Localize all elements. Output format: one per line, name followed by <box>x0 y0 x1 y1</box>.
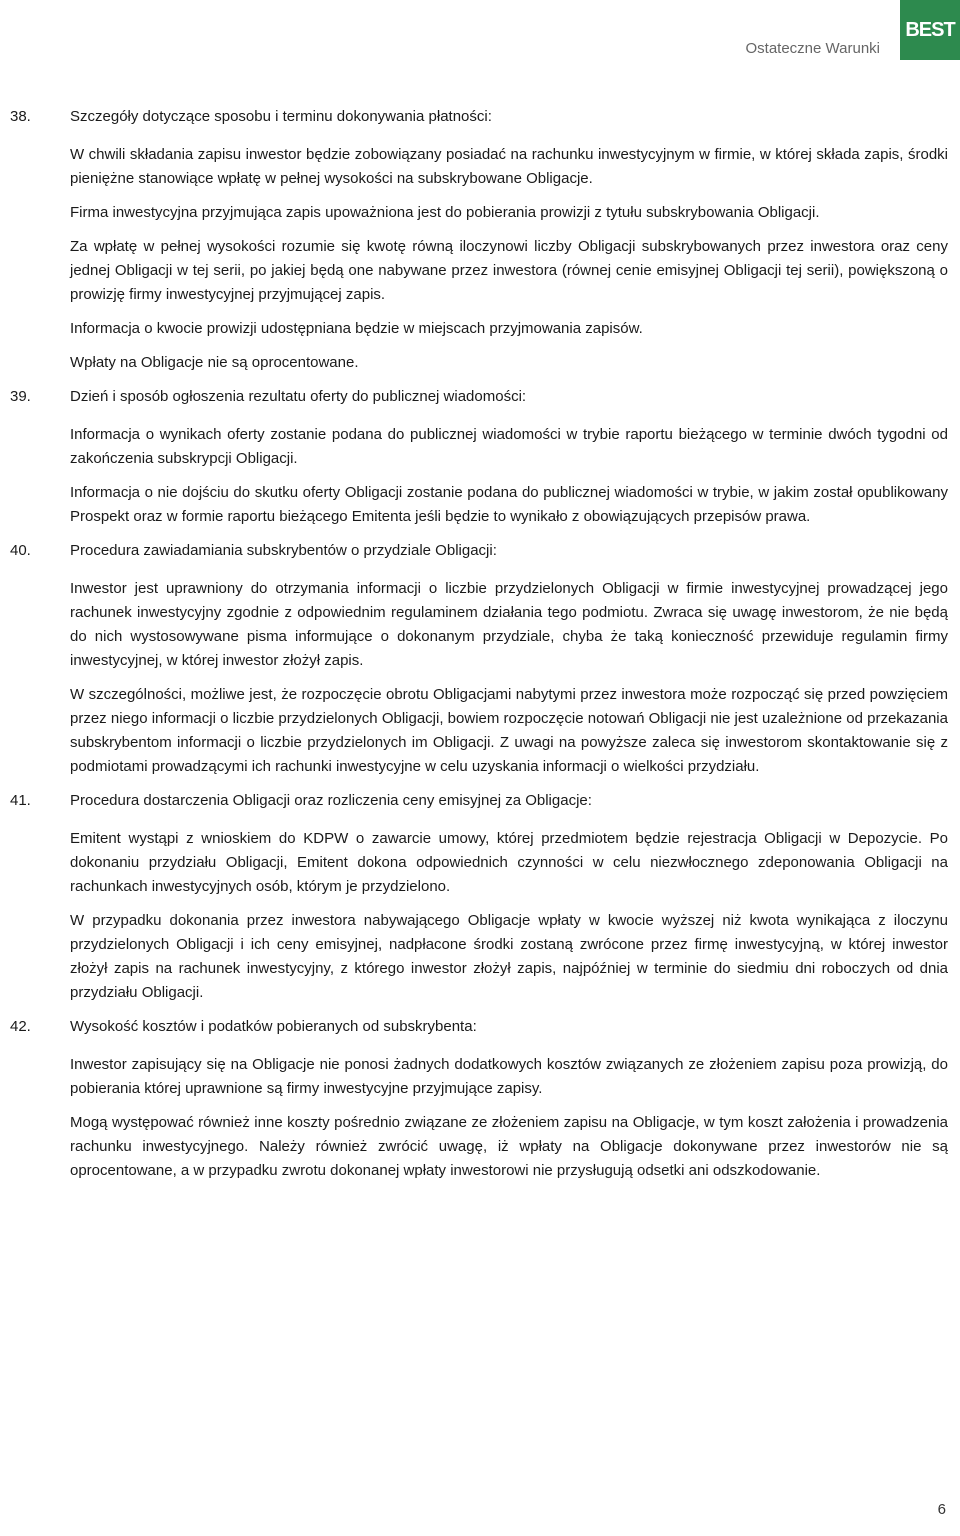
document-header-title: Ostateczne Warunki <box>745 40 880 57</box>
best-logo: BEST <box>900 0 960 60</box>
section-40 <box>10 539 948 779</box>
paragraph: Mogą występować również inne koszty pośrednio związane ze złożeniem zapisu na Obligacje, w tym koszt założenia i prowadzenia rachunku inwestycyjnego. Należy również zwrócić uwagę, iż wpłaty na Obligacje dokonywane przez inwestorów nie są oprocentowane, a w przypadku zwrotu dokonanej wpłaty inwestorowi nie przysługują odsetki ani odszkodowanie. <box>70 1114 948 1179</box>
section-41 <box>10 789 948 1005</box>
paragraph: Informacja o nie dojściu do skutku oferty Obligacji zostanie podana do publicznej wiadomości w trybie, w jakim został opublikowany Prospekt oraz w formie raportu bieżącego Emitenta jeśli będzie to wynikało z obowiązujących przepisów prawa. <box>70 484 948 525</box>
section-42 <box>10 1015 948 1183</box>
page-number: 6 <box>937 1501 946 1518</box>
section-title: Szczegóły dotyczące sposobu i terminu dokonywania płatności: <box>70 108 492 125</box>
section-title: Procedura zawiadamiania subskrybentów o przydziale Obligacji: <box>70 542 497 559</box>
paragraph: Informacja o kwocie prowizji udostępniana będzie w miejscach przyjmowania zapisów. <box>70 320 643 337</box>
section-title: Wysokość kosztów i podatków pobieranych od subskrybenta: <box>70 1018 477 1035</box>
paragraph: Za wpłatę w pełnej wysokości rozumie się kwotę równą iloczynowi liczby Obligacji subskrybowanych przez inwestora oraz ceny jednej Obligacji w tej serii, po jakiej będą one nabywane przez inwestora (równej cenie emisyjnej Obligacji tej serii), powiększoną o prowizję firmy inwestycyjnej przyjmującej zapis. <box>70 238 948 303</box>
paragraph: W szczególności, możliwe jest, że rozpoczęcie obrotu Obligacjami nabytymi przez inwestora może rozpocząć się przed powzięciem przez niego informacji o liczbie przydzielonych Obligacji, bowiem rozpoczęcie notowań Obligacji nie jest uzależnione od przekazania subskrybentom informacji o liczbie przydzielonych im Obligacji. Z uwagi na powyższe zaleca się inwestorom skontaktowanie się z podmiotami prowadzącymi ich rachunki inwestycyjne w celu uzyskania informacji o wielkości przydziału. <box>70 686 948 775</box>
section-number: 42. <box>10 1018 31 1035</box>
paragraph: Firma inwestycyjna przyjmująca zapis upoważniona jest do pobierania prowizji z tytułu subskrybowania Obligacji. <box>70 204 820 221</box>
section-number: 41. <box>10 792 31 809</box>
section-38 <box>10 105 948 375</box>
paragraph: Inwestor jest uprawniony do otrzymania informacji o liczbie przydzielonych Obligacji w firmie inwestycyjnej prowadzącej jego rachunek inwestycyjny zgodnie z odpowiednim regulaminem działania tego podmiotu. Zwraca się uwagę inwestorom, że nie będą do nich wystosowywane pisma informujące o dokonanym przydziale, chyba że taką konieczność przewiduje regulamin firmy inwestycyjnej, w której inwestor złożył zapis. <box>70 580 948 669</box>
paragraph: Emitent wystąpi z wnioskiem do KDPW o zawarcie umowy, której przedmiotem będzie rejestracja Obligacji w Depozycie. Po dokonaniu przydziału Obligacji, Emitent dokona odpowiednich czynności w celu niezwłocznego zdeponowania Obligacji na rachunkach inwestycyjnych osób, którym je przydzielono. <box>70 830 948 895</box>
paragraph: W przypadku dokonania przez inwestora nabywającego Obligacje wpłaty w kwocie wyższej niż kwota wynikająca z iloczynu przydzielonych Obligacji i ich ceny emisyjnej, nadpłacone środki zostaną zwrócone przez firmę inwestycyjną, w której inwestor złożył zapis na rachunek inwestycyjny, z którego inwestor złożył zapis, najpóźniej w terminie do siedmiu dni roboczych od dnia przydziału Obligacji. <box>70 912 948 1001</box>
paragraph: Inwestor zapisujący się na Obligacje nie ponosi żadnych dodatkowych kosztów związanych ze złożeniem zapisu poza prowizją, do pobierania której uprawnione są firmy inwestycyjne przyjmujące zapisy. <box>70 1056 948 1097</box>
document-body <box>10 105 948 1193</box>
paragraph: W chwili składania zapisu inwestor będzie zobowiązany posiadać na rachunku inwestycyjnym w firmie, w której składa zapis, środki pieniężne stanowiące wpłatę w pełnej wysokości na subskrybowane Obligacje. <box>70 146 948 187</box>
section-number: 39. <box>10 388 31 405</box>
paragraph: Wpłaty na Obligacje nie są oprocentowane. <box>70 354 359 371</box>
section-number: 38. <box>10 108 31 125</box>
section-number: 40. <box>10 542 31 559</box>
section-title: Procedura dostarczenia Obligacji oraz rozliczenia ceny emisyjnej za Obligacje: <box>70 792 592 809</box>
section-39 <box>10 385 948 529</box>
section-title: Dzień i sposób ogłoszenia rezultatu oferty do publicznej wiadomości: <box>70 388 527 405</box>
paragraph: Informacja o wynikach oferty zostanie podana do publicznej wiadomości w trybie raportu bieżącego w terminie dwóch tygodni od zakończenia subskrypcji Obligacji. <box>70 426 948 467</box>
